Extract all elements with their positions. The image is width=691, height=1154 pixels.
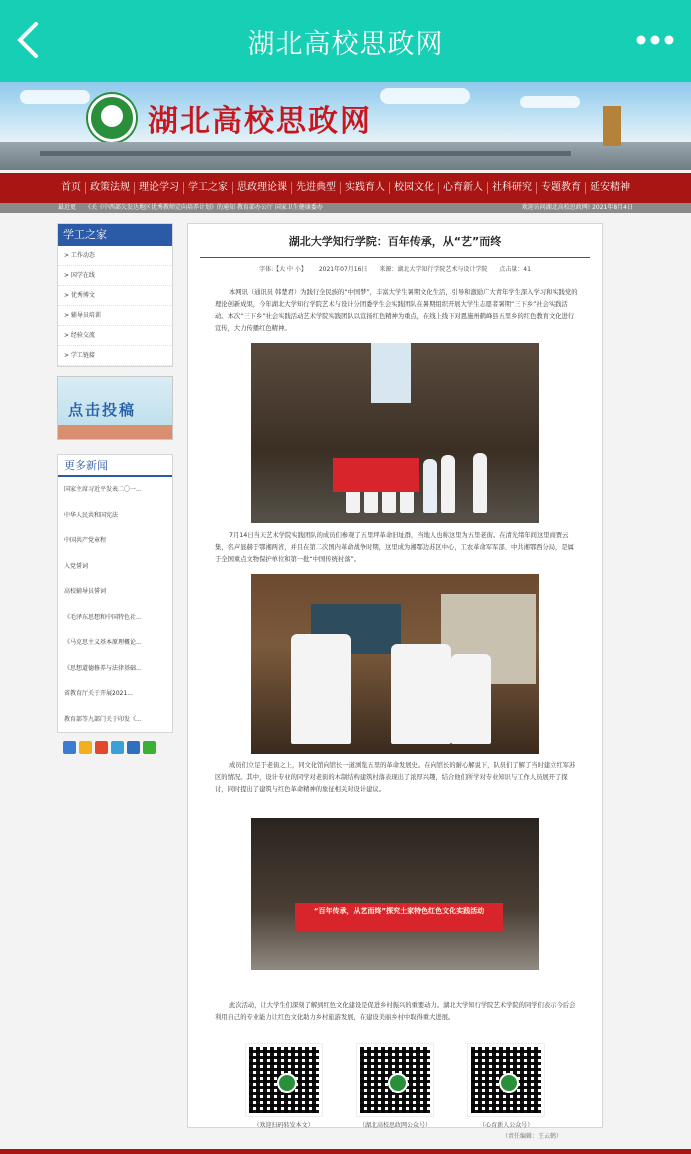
news-list-item[interactable]: 入党誓词 — [64, 562, 89, 570]
banner-site-name: 湖北高校思政网 — [148, 104, 372, 139]
nav-item[interactable]: 首页 — [57, 182, 86, 194]
sidebar-item[interactable]: > 国学在线 — [58, 266, 172, 286]
nav-item[interactable]: 理论学习 — [135, 182, 184, 194]
news-list-item[interactable]: 中国共产党章程 — [64, 537, 107, 544]
qr-code-icon — [246, 1044, 322, 1116]
sidebar — [57, 223, 173, 754]
main-nav — [0, 173, 691, 203]
news-list-item[interactable]: 高校辅导员誓词 — [64, 588, 107, 595]
ticker-right: 欢迎访问湖北高校思政网! 2021年8月4日 — [521, 204, 633, 211]
more-news-box — [57, 454, 173, 733]
share-icons — [57, 741, 173, 754]
bridge-graphic — [40, 151, 571, 156]
article-paragraph-4: 此次活动，让大学生们深刻了解到红色文化建设是促进乡村振兴的重要动力。湖北大学知行学院艺术学院的同学们表示今后会利用自己的专业能力让红色文化助力乡村旅游发展，在建设美丽乡村中取得重大进展。 — [215, 1002, 576, 1021]
site-logo-icon — [88, 94, 136, 142]
nav-item[interactable]: 延安精神 — [590, 182, 630, 193]
sidebar-category-box — [57, 223, 173, 367]
qr-code-row — [188, 1044, 602, 1129]
article-paragraph-2: 7月14日当天艺术学院实践团队的成员们参观了五里坪革命旧址群，当地人也称这里为五里老街。在清光绪年间这里商贾云集，名声显赫于鄂湘两省，并且在第二次国内革命战争时期，这里成为湘鄂边苏区中心，工农革命军军部、中共湘鄂西分局，是属于全国重点文物保护单位和第一批“中国传统村落”。 — [215, 532, 574, 563]
article-date: 2021年07月16日 — [318, 266, 368, 273]
site-banner — [0, 82, 691, 170]
nav-item[interactable]: 学工之家 — [184, 182, 233, 194]
sidebar-item[interactable]: > 优秀博文 — [58, 286, 172, 306]
nav-item[interactable]: 社科研究 — [488, 182, 537, 194]
nav-item[interactable]: 政策法规 — [86, 182, 135, 194]
page-footer — [0, 1149, 691, 1154]
article-panel — [187, 223, 603, 1140]
submit-article-banner[interactable] — [57, 376, 173, 440]
share-star-icon[interactable] — [79, 741, 92, 754]
news-list-item[interactable]: 教育部等九部门关于印发《... — [64, 715, 142, 723]
nav-item[interactable]: 思政理论课 — [233, 182, 292, 194]
nav-item[interactable]: 心育新人 — [439, 182, 488, 194]
qr-code-icon — [468, 1044, 544, 1116]
news-list-item[interactable]: 《毛泽东思想和中国特色社... — [64, 613, 142, 621]
nav-item[interactable]: 专题教育 — [537, 182, 586, 194]
qr-share-article[interactable] — [246, 1044, 322, 1129]
sidebar-item[interactable]: > 工作动态 — [58, 246, 172, 266]
ticker-bar — [0, 203, 691, 213]
more-news-head: 更多新闻 — [58, 455, 172, 477]
pagoda-graphic — [603, 106, 621, 146]
share-weibo-icon[interactable] — [95, 741, 108, 754]
nav-item[interactable]: 先进典型 — [292, 182, 341, 194]
qr-caption: （湖北高校思政网公众号） — [358, 1122, 431, 1129]
news-list-item[interactable]: 国家主席习近平发表二〇一... — [64, 486, 142, 493]
article-paragraph-3: 成员们立足于老街之上，同文化馆向馆长一道浏览五里的革命发展史。在向馆长的耐心解说下，队员们了解了当时建立红军苏区的情况。其中，设计专业的同学对老街的木制结构建筑村落表现出了浓厚兴趣，结合他们所学对专业知识与工作人员展开了探讨，同时提出了建筑与红色革命精神的象征相关对设计建议。 — [215, 762, 576, 793]
title-divider — [200, 257, 590, 258]
submit-article-label: 点击投稿 — [68, 401, 137, 419]
top-app-bar — [0, 0, 691, 82]
article-title: 湖北大学知行学院：百年传承，从“艺”而终 — [288, 235, 502, 248]
article-clicks: 点击量：41 — [499, 266, 531, 273]
share-qzone-icon[interactable] — [111, 741, 124, 754]
article-meta — [188, 264, 602, 273]
more-options-icon[interactable] — [635, 30, 675, 50]
ticker-left[interactable]: 最近更 《关《中西部欠发达地区优秀教师定向培养计划》的通知 教育部办公厅 国家卫生健康委办 — [58, 204, 323, 211]
sidebar-item[interactable]: > 经验交流 — [58, 326, 172, 346]
news-list-item[interactable]: 省教育厅关于开展2021... — [64, 690, 133, 697]
qr-code-icon — [357, 1044, 433, 1116]
news-list-item[interactable]: 《马克思主义基本原理概论... — [64, 639, 142, 646]
news-list-item[interactable]: 中华人民共和国宪法 — [64, 511, 119, 519]
article-photo-1 — [251, 343, 539, 523]
nav-item[interactable]: 实践育人 — [341, 182, 390, 194]
news-list-item[interactable]: 《思想道德修养与法律基础... — [64, 664, 142, 672]
nav-item[interactable]: 校园文化 — [390, 182, 439, 194]
share-wechat-icon[interactable] — [143, 741, 156, 754]
article-paragraph-1: 本网讯（通讯员 韩楚君）为践行全民族的“中国梦”，丰富大学生暑期文化生活，引导和激励广大青年学生深入学习和实践党的理论创新成果，今年湖北大学知行学院艺术与设计分团委学生会实践团队在暑期组织开展大学生志愿者暑期“三下乡”社会实践活动。本次“三下乡”社会实践活动艺术学院实践团队以宣扬红色精神为重点，在线上线下对恩施州鹤峰县五里乡的红色教育文化进行宣传，大力传播红色精神。 — [215, 289, 578, 332]
font-size-control[interactable]: 字体:【大 中 小】 — [259, 266, 307, 273]
article-photo-3 — [251, 818, 539, 970]
qr-caption: （欢迎扫码转发本文） — [253, 1122, 314, 1129]
sidebar-head: 学工之家 — [58, 224, 172, 246]
qr-xinyu-account[interactable] — [468, 1044, 544, 1129]
article-source: 来源：湖北大学知行学院艺术与设计学院 — [379, 266, 488, 273]
share-renren-icon[interactable] — [127, 741, 140, 754]
qr-site-account[interactable] — [357, 1044, 433, 1129]
sidebar-item[interactable]: > 辅导员培训 — [58, 306, 172, 326]
qr-caption: （心育新人公众号） — [479, 1122, 534, 1129]
article-photo-2 — [251, 574, 539, 754]
app-title: 湖北高校思政网 — [247, 29, 444, 60]
responsible-editor: （责任编辑：王云鹤） — [501, 1133, 562, 1140]
city-skyline — [0, 142, 691, 170]
sidebar-item[interactable]: > 学工链接 — [58, 346, 172, 366]
photo-banner-text: “百年传承，从艺而终”探究土家特色红色文化实践活动 — [295, 903, 503, 931]
share-plus-icon[interactable] — [63, 741, 76, 754]
